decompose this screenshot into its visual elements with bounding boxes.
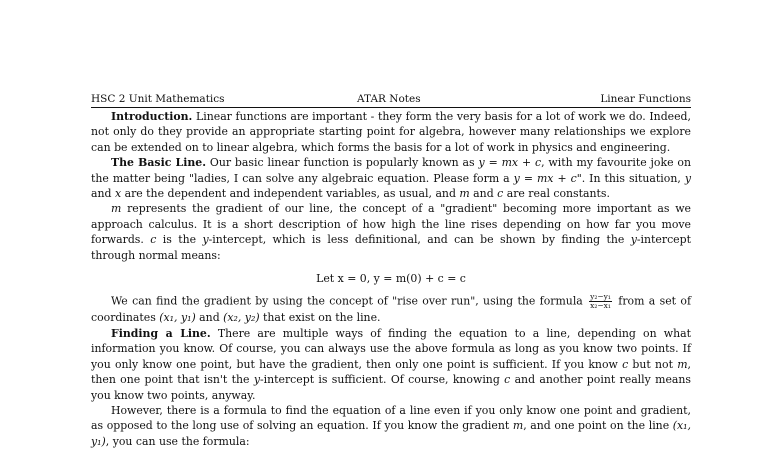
text: , and one point on the line [523, 419, 673, 433]
math-var: y [202, 233, 209, 247]
math-var: c [497, 187, 504, 201]
text: are the dependent and independent variables, as usual, and [121, 187, 460, 201]
math-var: c [150, 233, 157, 247]
point-gradient-paragraph [91, 403, 691, 449]
intercept-equation: Let x = 0, y = m(0) + c = c [316, 272, 466, 286]
rise-run-paragraph [91, 293, 691, 325]
header-source: ATAR Notes [357, 93, 421, 105]
text: -intercept, which is less definitional, and can be shown by finding the [208, 233, 631, 247]
text: There are multiple ways of finding the equation to a line, depending on what information you know. Of course, you can always use the above formula as long as you know two points. If you only know one point, but have the gradient, then only one point is sufficient. If you know [91, 326, 691, 371]
math-var: m [111, 202, 122, 216]
coordinate: (x₁, y₁) [159, 311, 196, 325]
fraction-numerator: y₂−y₁ [590, 292, 611, 302]
text: are real constants. [503, 187, 610, 201]
text: , with my favourite joke on the matter being "ladies, I can solve any algebraic equation. Please form a [91, 156, 691, 185]
intro-heading: Introduction. [111, 110, 193, 123]
math-var: m [459, 187, 470, 201]
math-var: c [622, 357, 629, 371]
line-equation: y = mx + c [513, 171, 577, 185]
text: that exist on the line. [259, 311, 381, 325]
text: -intercept through normal means: [91, 233, 691, 262]
text: and another point really means you know two points, anyway. [91, 373, 692, 402]
text: However, there is a formula to find the equation of a line even if you only know one point and gradient, as opposed to the long use of solving an equation. If you know the gradient [91, 403, 691, 433]
text: and [195, 311, 224, 325]
text: from a set of coordinates [91, 294, 691, 325]
text: Our basic linear function is popularly known as [206, 156, 479, 170]
finding-line-paragraph [91, 326, 691, 403]
basic-line-heading: The Basic Line. [111, 156, 206, 170]
text: but not [628, 357, 678, 371]
document-body [91, 109, 691, 449]
text: , then one point that isn't the [91, 357, 692, 387]
intro-text: Linear functions are important - they form the very basis for a lot of work we do. Indeed, not only do they provide an appropriate starting point for algebra, however many relationships we explore can be extended on to linear algebra, which forms the basis for a lot of work in physics and engineering. [91, 110, 691, 154]
text: is the [156, 233, 203, 247]
coordinate: (x₂, y₂) [223, 311, 260, 325]
running-header [91, 93, 691, 108]
math-var: y [684, 171, 691, 185]
header-course: HSC 2 Unit Mathematics [91, 93, 225, 105]
text: , you can use the formula: [105, 434, 250, 448]
gradient-paragraph [91, 201, 691, 263]
finding-line-heading: Finding a Line. [111, 326, 211, 340]
intro-paragraph [91, 109, 691, 155]
text: represents the gradient of our line, the concept of a "gradient" becoming more important as we approach calculus. It is a short description of how high the line rises depending on how far you move forwards. [91, 202, 691, 247]
math-var: y [253, 373, 260, 387]
header-topic: Linear Functions [600, 93, 691, 105]
gradient-fraction [589, 293, 612, 310]
fraction-denominator: x₂−x₁ [590, 301, 611, 311]
line-equation: y = mx + c [478, 156, 542, 170]
math-var: m [512, 419, 524, 433]
math-var: c [504, 373, 511, 387]
text: and [91, 187, 115, 201]
math-var: x [114, 187, 122, 201]
basic-line-paragraph [91, 155, 691, 201]
text: ". In this situation, [576, 171, 685, 185]
coordinate: (x₁, y₁) [91, 419, 691, 448]
text: -intercept is sufficient. Of course, knowing [259, 373, 505, 387]
math-var: y [630, 233, 637, 247]
text: We can find the gradient by using the concept of "rise over run", using the formula [111, 294, 588, 308]
text: and [469, 187, 498, 201]
math-var: m [677, 357, 688, 371]
